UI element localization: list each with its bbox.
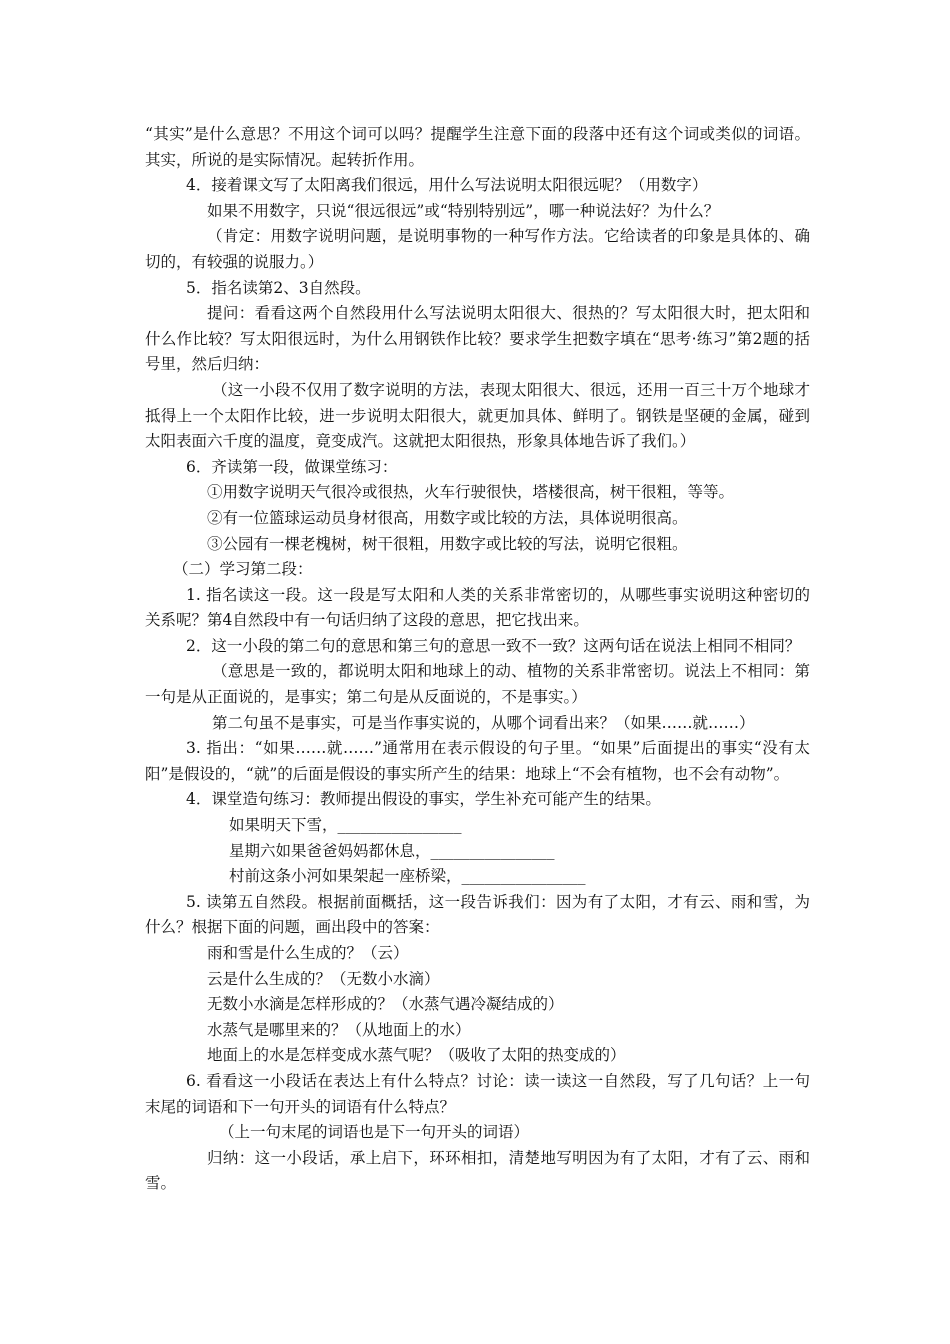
question-line: 地面上的水是怎样变成水蒸气呢？（吸收了太阳的热变成的）	[207, 1046, 626, 1065]
paragraph: 6．齐读第一段，做课堂练习：	[186, 457, 398, 476]
paragraph: 6. 看看这一小段话在表达上有什么特点？讨论：读一读这一自然段，写了几句话？上一句末尾的词语和下一句开头的词语有什么特点？	[145, 1071, 810, 1116]
paragraph: ①用数字说明天气很冷或很热，火车行驶很快，塔楼很高，树干很粗，等等。	[207, 483, 735, 502]
paragraph: 5. 读第五自然段。根据前面概括，这一段告诉我们：因为有了太阳，才有云、雨和雪，为什么？根据下面的问题，画出段中的答案：	[145, 892, 810, 937]
paragraph: （意思是一致的，都说明太阳和地球上的动、植物的关系非常密切。说法上不相同：第一句是从正面说的，是事实；第二句是从反面说的，不是事实。）	[145, 662, 810, 707]
question-line: 雨和雪是什么生成的？（云）	[207, 944, 409, 962]
paragraph: 4．课堂造句练习：教师提出假设的事实，学生补充可能产生的结果。	[186, 790, 661, 809]
question-line: 云是什么生成的？（无数小水滴）	[207, 969, 440, 988]
question-line: 水蒸气是哪里来的？（从地面上的水）	[207, 1020, 471, 1039]
paragraph: ②有一位篮球运动员身材很高，用数字或比较的方法，具体说明很高。	[207, 508, 688, 527]
exercise-line: 星期六如果爸爸妈妈都休息，________________	[229, 841, 555, 860]
document-page	[145, 122, 810, 1197]
paragraph: （肯定：用数字说明问题，是说明事物的一种写作方法。它给读者的印象是具体的、确切的，有较强的说服力。）	[145, 227, 810, 271]
paragraph: 如果不用数字，只说“很远很远”或“特别特别远”，哪一种说法好？为什么？	[207, 201, 720, 220]
paragraph: 5．指名读第2、3自然段。	[186, 278, 371, 297]
section-heading: （二）学习第二段：	[173, 560, 313, 579]
paragraph: ③公园有一棵老槐树，树干很粗，用数字或比较的写法，说明它很粗。	[207, 534, 688, 553]
exercise-line: 村前这条小河如果架起一座桥梁，________________	[229, 867, 586, 886]
paragraph: 3. 指出：“如果……就……”通常用在表示假设的句子里。“如果”后面提出的事实“没有太阳”是假设的，“就”的后面是假设的事实所产生的结果：地球上“不会有植物，也不会有动物”。	[145, 739, 810, 783]
paragraph: （上一句末尾的词语也是下一句开头的词语）	[219, 1123, 530, 1142]
exercise-line: 如果明天下雪，________________	[229, 816, 462, 835]
paragraph: （这一小段不仅用了数字说明的方法，表现太阳很大、很远，还用一百三十万个地球才抵得上一个太阳作比较，进一步说明太阳很大，就更加具体、鲜明了。钢铁是坚硬的金属，碰到太阳表面六千度的温度，竟变成汽。这就把太阳很热，形象具体地告诉了我们。）	[145, 380, 810, 451]
question-line: 无数小水滴是怎样形成的？（水蒸气遇冷凝结成的）	[207, 995, 564, 1014]
paragraph: 4．接着课文写了太阳离我们很远，用什么写法说明太阳很远呢？（用数字）	[186, 176, 708, 195]
paragraph: 归纳：这一小段话，承上启下，环环相扣，清楚地写明因为有了太阳，才有了云、雨和雪。	[145, 1148, 810, 1193]
paragraph: 第二句虽不是事实，可是当作事实说的，从哪个词看出来？（如果……就……）	[212, 713, 755, 732]
paragraph: 1. 指名读这一段。这一段是写太阳和人类的关系非常密切的，从哪些事实说明这种密切的关系呢？第4自然段中有一句话归纳了这段的意思，把它找出来。	[145, 585, 810, 630]
paragraph: 2．这一小段的第二句的意思和第三句的意思一致不一致？这两句话在说法上相同不相同？	[186, 636, 801, 655]
paragraph: 提问：看看这两个自然段用什么写法说明太阳很大、很热的？写太阳很大时，把太阳和什么作比较？写太阳很远时，为什么用钢铁作比较？要求学生把数字填在“思考·练习”第2题的括号里，然后归纳：	[145, 304, 810, 374]
paragraph: “其实”是什么意思？不用这个词可以吗？提醒学生注意下面的段落中还有这个词或类似的词语。其实，所说的是实际情况。起转折作用。	[145, 125, 810, 169]
